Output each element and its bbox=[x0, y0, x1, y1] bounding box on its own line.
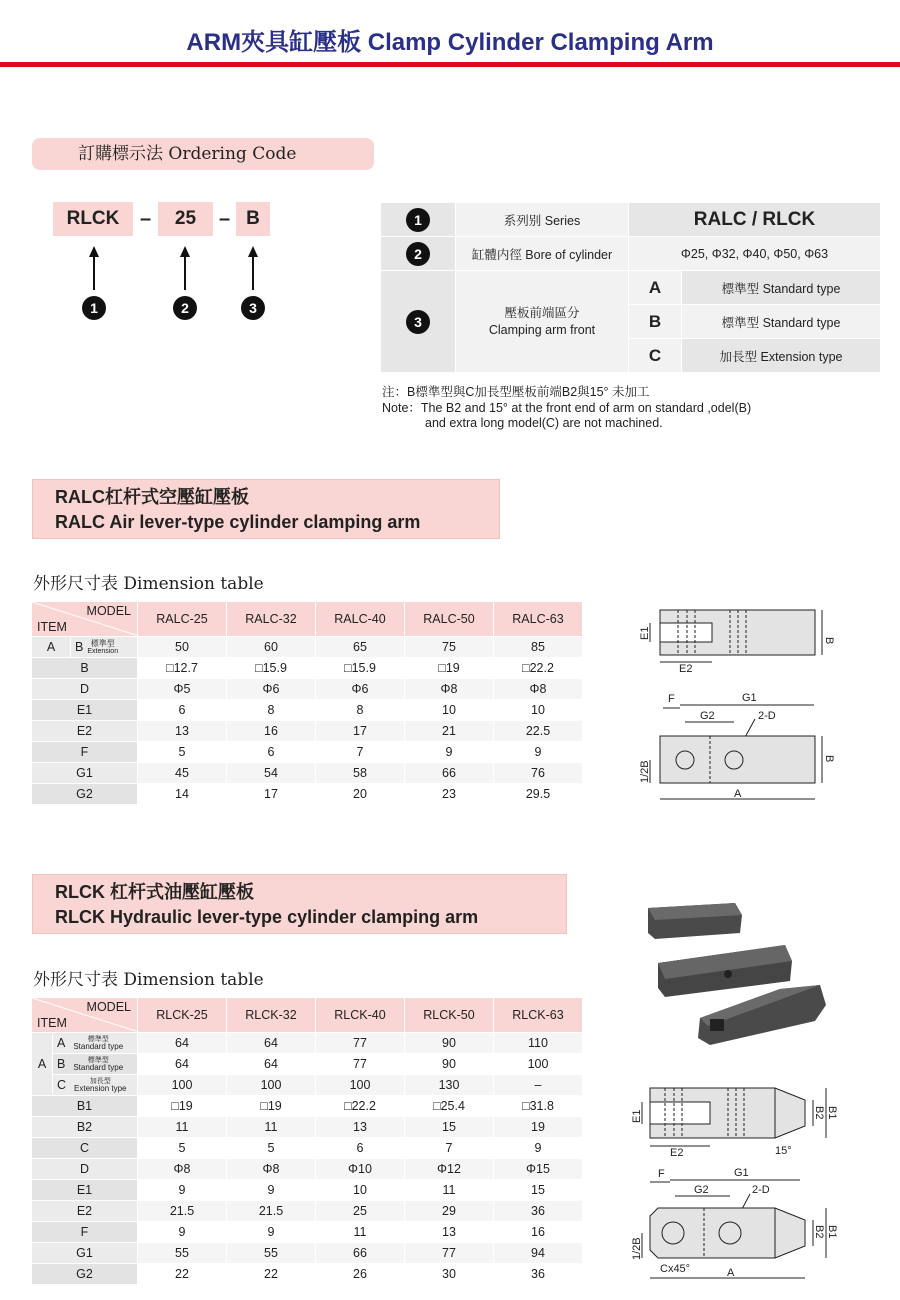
dim-e2-label: E2 bbox=[679, 663, 693, 675]
table-cell: 66 bbox=[405, 763, 494, 784]
table-cell: 110 bbox=[494, 1033, 583, 1054]
item-label-cell: E1 bbox=[32, 700, 138, 721]
rlck-dimension-title: 外形尺寸表 Dimension table bbox=[33, 970, 264, 990]
table-cell: 14 bbox=[138, 784, 227, 805]
code-series-box: RLCK bbox=[53, 202, 133, 236]
table-cell: Φ6 bbox=[227, 679, 316, 700]
ralc-title-cn: RALC杠杆式空壓缸壓板 bbox=[55, 487, 249, 507]
table-cell: 90 bbox=[405, 1054, 494, 1075]
item-label-cell: E2 bbox=[32, 721, 138, 742]
dim-angle-label: 15° bbox=[775, 1145, 792, 1157]
table-cell: 10 bbox=[405, 700, 494, 721]
table-row bbox=[32, 679, 583, 700]
table-cell: □22.2 bbox=[494, 658, 583, 679]
table-row bbox=[32, 658, 583, 679]
table-cell: 10 bbox=[316, 1180, 405, 1201]
item-code: A bbox=[57, 1036, 66, 1050]
table-cell: 9 bbox=[494, 742, 583, 763]
table-cell: – bbox=[494, 1075, 583, 1096]
ralc-dimension-title: 外形尺寸表 Dimension table bbox=[33, 574, 264, 594]
ordering-code-heading: 訂購標示法 Ordering Code bbox=[32, 138, 374, 170]
item-sub-en: Extension type bbox=[74, 1084, 127, 1093]
table-cell: 65 bbox=[316, 637, 405, 658]
rlck-title-en: RLCK Hydraulic lever-type cylinder clamping arm bbox=[55, 907, 479, 927]
dim-e1-label: E1 bbox=[639, 626, 651, 640]
model-header: RLCK-40 bbox=[316, 998, 405, 1033]
dim-f-label: F bbox=[668, 693, 675, 705]
table-cell: Φ8 bbox=[494, 679, 583, 700]
number-badge-2: 2 bbox=[173, 296, 197, 320]
item-label-cell: F bbox=[32, 742, 138, 763]
bore-value: Φ25, Φ32, Φ40, Φ50, Φ63 bbox=[629, 237, 881, 271]
series-value: RALC / RLCK bbox=[629, 203, 881, 237]
option-code: A bbox=[629, 271, 682, 305]
note-en-2: and extra long model(C) are not machined. bbox=[425, 416, 663, 430]
item-label: ITEM bbox=[37, 620, 67, 634]
table-cell: 55 bbox=[138, 1243, 227, 1264]
number-badge-3: 3 bbox=[241, 296, 265, 320]
table-cell: 9 bbox=[405, 742, 494, 763]
dim-b-label: B bbox=[823, 755, 835, 763]
item-b: B bbox=[75, 640, 84, 654]
table-row bbox=[32, 1075, 583, 1096]
table-cell: 5 bbox=[138, 742, 227, 763]
table-cell: □12.7 bbox=[138, 658, 227, 679]
table-cell: □25.4 bbox=[405, 1096, 494, 1117]
table-cell: 100 bbox=[316, 1075, 405, 1096]
table-cell: 77 bbox=[316, 1033, 405, 1054]
table-cell: 8 bbox=[227, 700, 316, 721]
option-desc: 標準型 Standard type bbox=[682, 305, 881, 339]
table-cell: 21 bbox=[405, 721, 494, 742]
table-cell: 6 bbox=[227, 742, 316, 763]
item-a: A bbox=[32, 1033, 53, 1096]
item-label-cell: B2 bbox=[32, 1117, 138, 1138]
dim-g2-label: G2 bbox=[694, 1184, 709, 1196]
item-label-cell: G1 bbox=[32, 763, 138, 784]
table-cell: 6 bbox=[138, 700, 227, 721]
table-row bbox=[32, 1117, 583, 1138]
item-sub-cn: 標準型 bbox=[90, 639, 115, 648]
dim-half-b-label: 1/2B bbox=[631, 1237, 643, 1260]
table-cell: 7 bbox=[316, 742, 405, 763]
table-cell: 26 bbox=[316, 1264, 405, 1285]
item-code: B bbox=[57, 1057, 66, 1071]
table-cell: 15 bbox=[494, 1180, 583, 1201]
table-cell: 77 bbox=[405, 1243, 494, 1264]
item-code: C bbox=[57, 1078, 67, 1092]
table-cell: 50 bbox=[138, 637, 227, 658]
item-label-cell: E2 bbox=[32, 1201, 138, 1222]
item-sub-en: Standard type bbox=[73, 1063, 124, 1072]
table-cell: 17 bbox=[316, 721, 405, 742]
item-label-cell: D bbox=[32, 679, 138, 700]
table-cell: 9 bbox=[227, 1222, 316, 1243]
table-row bbox=[32, 1243, 583, 1264]
dim-g1-label: G1 bbox=[742, 692, 757, 704]
table-cell: 130 bbox=[405, 1075, 494, 1096]
option-desc: 標準型 Standard type bbox=[682, 271, 881, 305]
table-row bbox=[32, 784, 583, 805]
front-label-en: Clamping arm front bbox=[488, 322, 596, 337]
note-cn: 注：B標準型與C加長型壓板前端B2與15° 未加工 bbox=[382, 385, 650, 399]
dim-a-label: A bbox=[727, 1267, 735, 1279]
model-header: RALC-50 bbox=[405, 602, 494, 637]
ralc-section-heading bbox=[32, 479, 500, 539]
table-cell: 23 bbox=[405, 784, 494, 805]
item-label-cell: G2 bbox=[32, 1264, 138, 1285]
table-cell: 20 bbox=[316, 784, 405, 805]
table-cell: Φ15 bbox=[494, 1159, 583, 1180]
item-label-cell: G2 bbox=[32, 784, 138, 805]
table-cell: 76 bbox=[494, 763, 583, 784]
arrow-line bbox=[252, 256, 254, 290]
table-cell: □22.2 bbox=[316, 1096, 405, 1117]
table-cell: 19 bbox=[494, 1117, 583, 1138]
item-sub-cn: 標準型 bbox=[87, 1036, 109, 1043]
table-cell: 17 bbox=[227, 784, 316, 805]
table-cell: 10 bbox=[494, 700, 583, 721]
table-cell: 55 bbox=[227, 1243, 316, 1264]
item-sub-cn: 加長型 bbox=[89, 1078, 111, 1085]
table-cell: 54 bbox=[227, 763, 316, 784]
dim-d-label: 2-D bbox=[758, 710, 776, 722]
ordering-code-table bbox=[380, 202, 881, 373]
table-cell: 11 bbox=[138, 1117, 227, 1138]
model-label: MODEL bbox=[86, 604, 131, 618]
table-cell: 16 bbox=[227, 721, 316, 742]
ralc-title-en: RALC Air lever-type cylinder clamping arm bbox=[55, 512, 421, 532]
dim-b2-label: B2 bbox=[813, 1225, 825, 1239]
item-label-cell: E1 bbox=[32, 1180, 138, 1201]
option-code: C bbox=[629, 339, 682, 373]
table-cell: 36 bbox=[494, 1264, 583, 1285]
table-cell: 64 bbox=[227, 1054, 316, 1075]
item-label-cell: D bbox=[32, 1159, 138, 1180]
bore-label: 缸體内徑 Bore of cylinder bbox=[456, 237, 629, 271]
dim-b2-label: B2 bbox=[813, 1106, 825, 1120]
table-cell: 64 bbox=[227, 1033, 316, 1054]
dim-g1-label: G1 bbox=[734, 1167, 749, 1179]
dim-g2-label: G2 bbox=[700, 710, 715, 722]
table-cell: 29 bbox=[405, 1201, 494, 1222]
ralc-arm-drawing bbox=[630, 600, 840, 805]
table-cell: 6 bbox=[316, 1138, 405, 1159]
table-cell: □15.9 bbox=[227, 658, 316, 679]
table-cell: 58 bbox=[316, 763, 405, 784]
table-cell: 66 bbox=[316, 1243, 405, 1264]
code-front-box: B bbox=[236, 202, 270, 236]
table-cell: □19 bbox=[138, 1096, 227, 1117]
table-row bbox=[32, 1054, 583, 1075]
table-cell: 90 bbox=[405, 1033, 494, 1054]
rlck-title-cn: RLCK 杠杆式油壓缸壓板 bbox=[55, 882, 254, 902]
table-cell: □19 bbox=[405, 658, 494, 679]
table-cell: 75 bbox=[405, 637, 494, 658]
table-cell: □19 bbox=[227, 1096, 316, 1117]
rlck-section-heading bbox=[32, 874, 567, 934]
model-header: RALC-32 bbox=[227, 602, 316, 637]
table-cell: 8 bbox=[316, 700, 405, 721]
page-title: ARM夾具缸壓板 Clamp Cylinder Clamping Arm bbox=[186, 29, 714, 56]
table-row bbox=[32, 742, 583, 763]
dim-e2-label: E2 bbox=[670, 1147, 684, 1159]
option-desc: 加長型 Extension type bbox=[682, 339, 881, 373]
table-cell: 11 bbox=[405, 1180, 494, 1201]
header-divider bbox=[0, 62, 900, 67]
table-cell: 36 bbox=[494, 1201, 583, 1222]
table-cell: 7 bbox=[405, 1138, 494, 1159]
table-cell: Φ6 bbox=[316, 679, 405, 700]
model-header: RLCK-25 bbox=[138, 998, 227, 1033]
table-cell: 21.5 bbox=[138, 1201, 227, 1222]
note-en-1: Note：The B2 and 15° at the front end of arm on standard ,odel(B) bbox=[382, 401, 752, 415]
dim-b1-label: B1 bbox=[826, 1225, 838, 1239]
table-row bbox=[32, 637, 583, 658]
front-label-cn: 壓板前端區分 bbox=[504, 305, 580, 320]
table-cell: 25 bbox=[316, 1201, 405, 1222]
table-cell: 11 bbox=[316, 1222, 405, 1243]
model-header: RLCK-50 bbox=[405, 998, 494, 1033]
ralc-dimension-table bbox=[32, 602, 583, 805]
table-cell: 100 bbox=[494, 1054, 583, 1075]
table-cell: 11 bbox=[227, 1117, 316, 1138]
rlck-arm-drawing bbox=[630, 1078, 850, 1288]
item-label-cell: B bbox=[32, 658, 138, 679]
table-cell: 94 bbox=[494, 1243, 583, 1264]
table-cell: 9 bbox=[138, 1222, 227, 1243]
arrow-line bbox=[93, 256, 95, 290]
rlck-dimension-table bbox=[32, 998, 583, 1285]
table-cell: 29.5 bbox=[494, 784, 583, 805]
item-label-cell: G1 bbox=[32, 1243, 138, 1264]
number-badge-1: 1 bbox=[82, 296, 106, 320]
table-cell: 100 bbox=[227, 1075, 316, 1096]
table-cell: 30 bbox=[405, 1264, 494, 1285]
item-label-cell: B1 bbox=[32, 1096, 138, 1117]
dim-d-label: 2-D bbox=[752, 1184, 770, 1196]
model-header: RALC-40 bbox=[316, 602, 405, 637]
table-cell: 64 bbox=[138, 1033, 227, 1054]
table-cell: 9 bbox=[494, 1138, 583, 1159]
number-badge-3: 3 bbox=[406, 310, 430, 334]
dim-b1-label: B1 bbox=[826, 1106, 838, 1120]
code-dash: – bbox=[140, 208, 152, 230]
table-cell: 21.5 bbox=[227, 1201, 316, 1222]
table-cell: 9 bbox=[227, 1180, 316, 1201]
table-cell: 5 bbox=[227, 1138, 316, 1159]
item-a: A bbox=[32, 637, 71, 658]
table-cell: Φ5 bbox=[138, 679, 227, 700]
table-cell: 22 bbox=[227, 1264, 316, 1285]
item-sub-en: Standard type bbox=[73, 1042, 124, 1051]
clamp-arm-product-photo bbox=[640, 893, 840, 1053]
table-cell: 77 bbox=[316, 1054, 405, 1075]
item-label-cell: F bbox=[32, 1222, 138, 1243]
dim-f-label: F bbox=[658, 1168, 665, 1180]
arrow-line bbox=[184, 256, 186, 290]
table-cell: 60 bbox=[227, 637, 316, 658]
model-header: RLCK-63 bbox=[494, 998, 583, 1033]
table-cell: □15.9 bbox=[316, 658, 405, 679]
dim-a-label: A bbox=[734, 788, 742, 800]
model-label: MODEL bbox=[86, 1000, 131, 1014]
code-bore-box: 25 bbox=[158, 202, 213, 236]
table-cell: 15 bbox=[405, 1117, 494, 1138]
table-row bbox=[32, 1264, 583, 1285]
table-row bbox=[32, 1159, 583, 1180]
table-cell: 13 bbox=[405, 1222, 494, 1243]
table-cell: 85 bbox=[494, 637, 583, 658]
number-badge-2: 2 bbox=[406, 242, 430, 266]
table-cell: Φ12 bbox=[405, 1159, 494, 1180]
table-row bbox=[32, 1033, 583, 1054]
table-cell: 22 bbox=[138, 1264, 227, 1285]
model-header: RLCK-32 bbox=[227, 998, 316, 1033]
table-cell: □31.8 bbox=[494, 1096, 583, 1117]
code-dash: – bbox=[219, 208, 231, 230]
dim-e1-label: E1 bbox=[631, 1109, 643, 1123]
table-row bbox=[32, 1180, 583, 1201]
table-row bbox=[32, 1138, 583, 1159]
table-cell: Φ8 bbox=[138, 1159, 227, 1180]
model-header: RALC-25 bbox=[138, 602, 227, 637]
table-cell: 22.5 bbox=[494, 721, 583, 742]
table-row bbox=[32, 1222, 583, 1243]
table-cell: 9 bbox=[138, 1180, 227, 1201]
dim-half-b-label: 1/2B bbox=[639, 760, 651, 783]
table-row bbox=[32, 700, 583, 721]
table-cell: 13 bbox=[316, 1117, 405, 1138]
table-cell: 64 bbox=[138, 1054, 227, 1075]
item-sub-cn: 標準型 bbox=[87, 1057, 109, 1064]
item-label: ITEM bbox=[37, 1016, 67, 1030]
item-label-cell: C bbox=[32, 1138, 138, 1159]
table-cell: Φ8 bbox=[405, 679, 494, 700]
model-header: RALC-63 bbox=[494, 602, 583, 637]
table-cell: Φ10 bbox=[316, 1159, 405, 1180]
item-sub-en: Extension bbox=[87, 648, 119, 655]
series-label: 系列别 Series bbox=[456, 203, 629, 237]
table-row bbox=[32, 721, 583, 742]
dim-b-label: B bbox=[823, 637, 835, 645]
option-code: B bbox=[629, 305, 682, 339]
table-row bbox=[32, 1096, 583, 1117]
table-cell: 45 bbox=[138, 763, 227, 784]
table-cell: 13 bbox=[138, 721, 227, 742]
table-cell: 5 bbox=[138, 1138, 227, 1159]
table-cell: 100 bbox=[138, 1075, 227, 1096]
table-row bbox=[32, 763, 583, 784]
dim-chamfer-label: Cx45° bbox=[660, 1263, 691, 1275]
number-badge-1: 1 bbox=[406, 208, 430, 232]
table-cell: Φ8 bbox=[227, 1159, 316, 1180]
table-cell: 16 bbox=[494, 1222, 583, 1243]
table-row bbox=[32, 1201, 583, 1222]
